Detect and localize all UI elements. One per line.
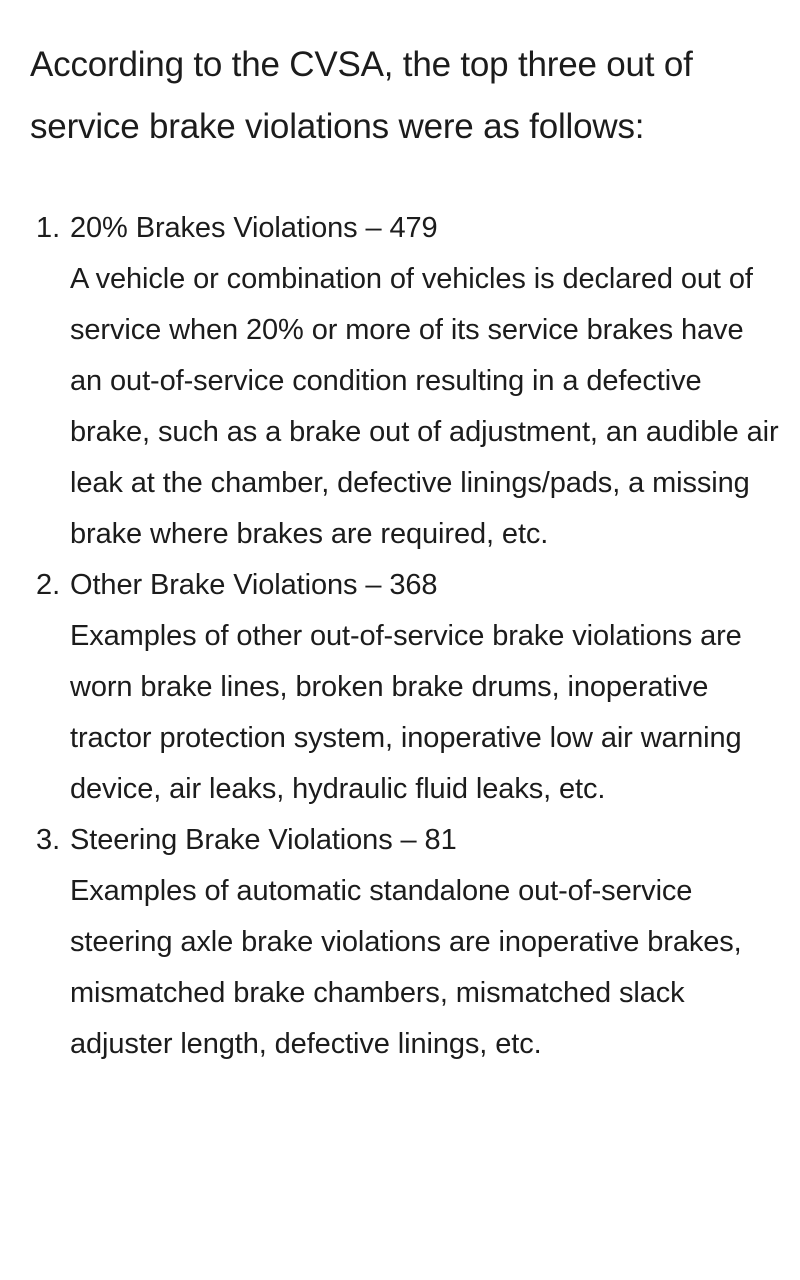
list-item [30,815,780,1070]
violations-list [30,203,780,1070]
violation-heading: 20% Brakes Violations – 479 [70,212,438,244]
violation-description: Examples of other out-of-service brake violations are worn brake lines, broken brake drums, inoperative tractor protection system, inoperative low air warning device, air leaks, hydraulic fluid leaks, etc. [70,620,742,805]
violation-heading: Other Brake Violations – 368 [70,569,438,601]
list-marker: 3. [36,824,61,856]
list-marker: 1. [36,212,61,244]
list-item [30,560,780,815]
list-item [30,203,780,560]
violation-heading: Steering Brake Violations – 81 [70,824,457,856]
list-marker: 2. [36,569,61,601]
intro-paragraph: According to the CVSA, the top three out of service brake violations were as follows: [30,45,693,146]
violation-description: A vehicle or combination of vehicles is declared out of service when 20% or more of its service brakes have an out-of-service condition resulting in a defective brake, such as a brake out of adjustment, an audible air leak at the chamber, defective linings/pads, a missing brake where brakes are required, etc. [70,263,779,550]
violation-description: Examples of automatic standalone out-of-service steering axle brake violations are inoperative brakes, mismatched brake chambers, mismatched slack adjuster length, defective linings, etc. [70,875,742,1060]
